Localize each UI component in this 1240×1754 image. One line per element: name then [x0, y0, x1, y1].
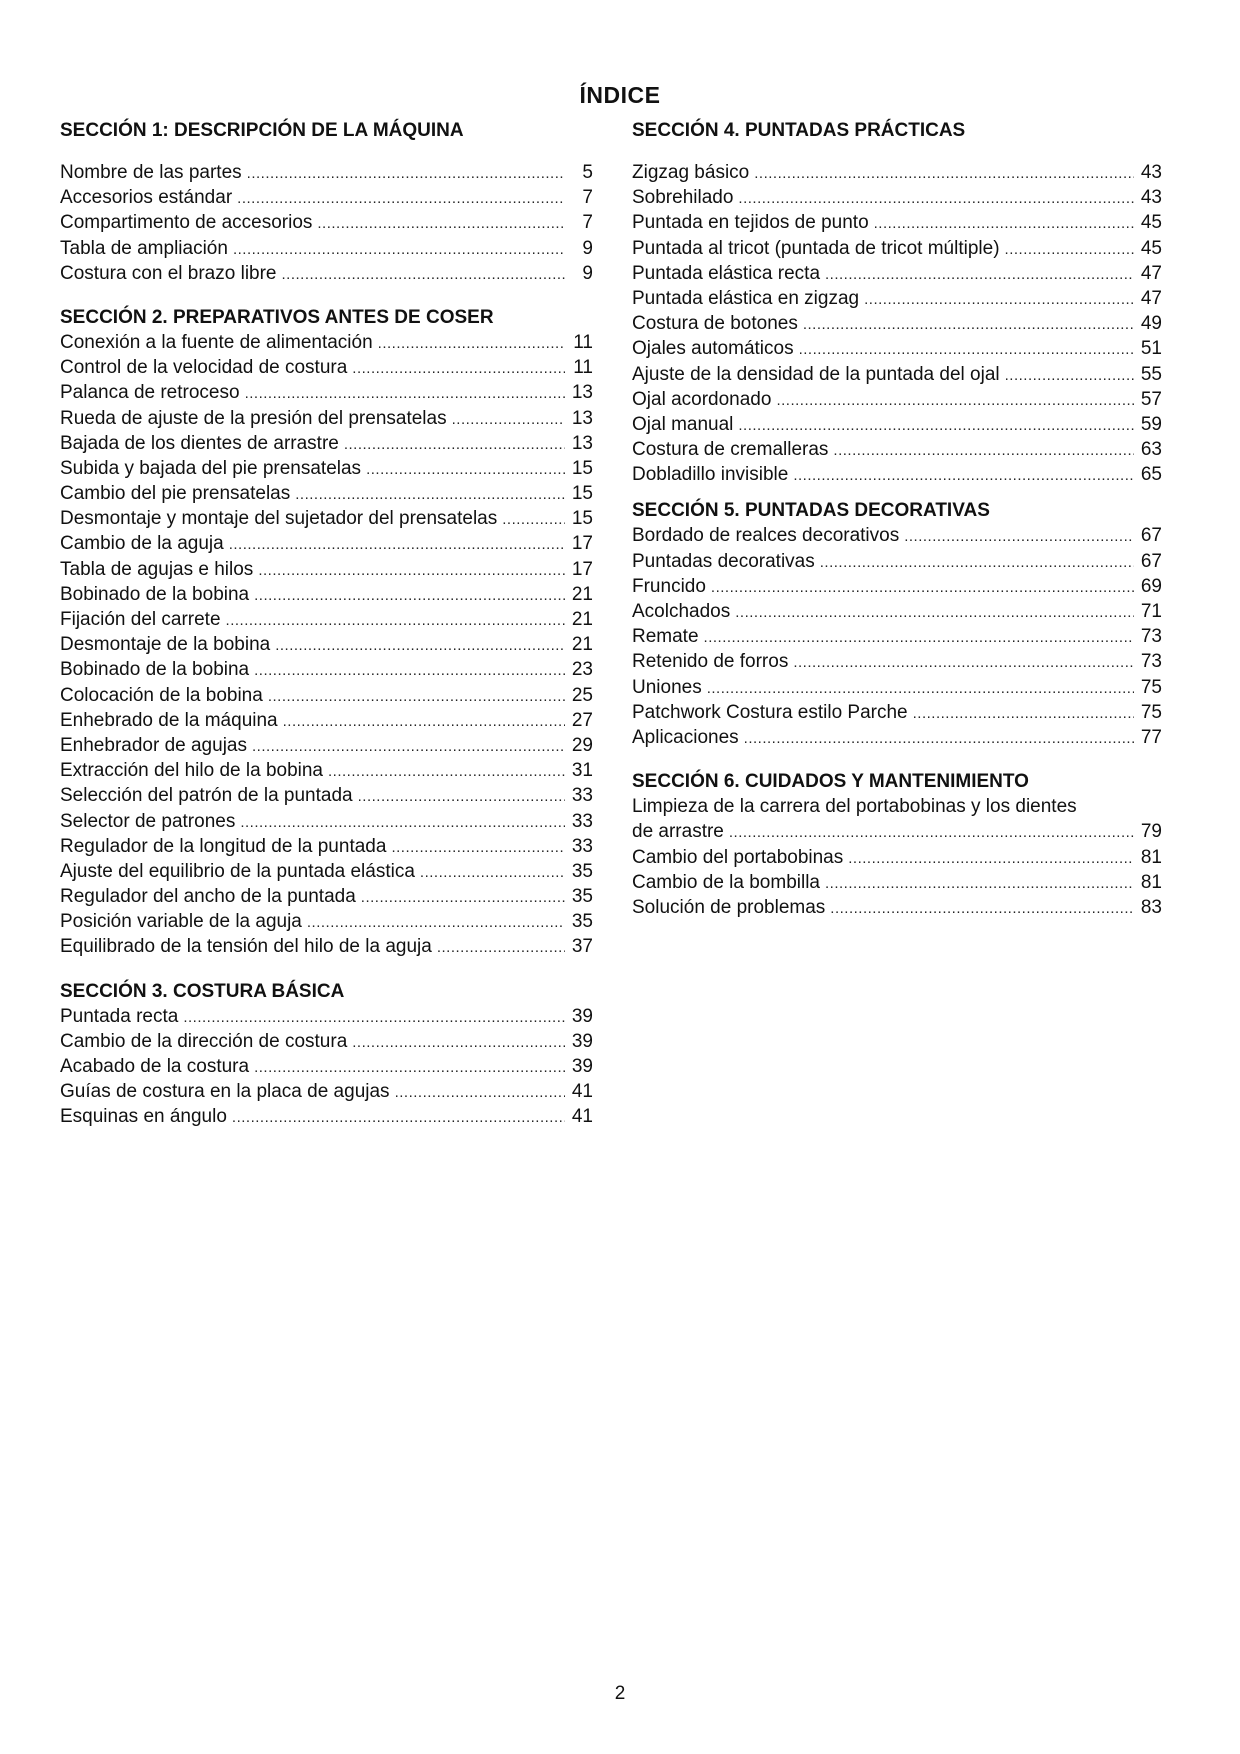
toc-entry	[60, 657, 593, 682]
dot-leader	[793, 463, 1134, 488]
toc-entry-label: Tabla de ampliación	[60, 237, 228, 259]
toc-entry-label: Enhebrador de agujas	[60, 734, 247, 756]
toc-entry	[60, 683, 593, 708]
toc-entry-label: Accesorios estándar	[60, 187, 233, 209]
toc-entry-page: 63	[1140, 439, 1162, 461]
dot-leader	[232, 1105, 565, 1130]
dot-leader	[352, 356, 565, 381]
toc-entry-label: Cambio del pie prensatelas	[60, 483, 291, 505]
section-entries	[632, 160, 1162, 487]
dot-leader	[245, 381, 565, 406]
toc-entry-label: Bobinado de la bobina	[60, 659, 250, 681]
dot-leader	[1005, 363, 1134, 388]
dot-leader	[825, 262, 1134, 287]
toc-entry	[60, 406, 593, 431]
toc-entry-label: Regulador del ancho de la puntada	[60, 886, 356, 908]
toc-entry-label: Equilibrado de la tensión del hilo de la aguja	[60, 936, 432, 958]
dot-leader	[420, 860, 565, 885]
toc-entry	[60, 834, 593, 859]
dot-leader	[793, 650, 1134, 675]
dot-leader	[874, 211, 1134, 236]
toc-entry-label: Bajada de los dientes de arrastre	[60, 432, 339, 454]
dot-leader	[226, 608, 565, 633]
toc-entry	[60, 859, 593, 884]
toc-entry-label: Extracción del hilo de la bobina	[60, 760, 324, 782]
toc-entry	[60, 160, 593, 185]
toc-entry	[632, 845, 1162, 870]
toc-entry-label: Ajuste de la densidad de la puntada del ojal	[632, 363, 1000, 385]
toc-entry	[632, 549, 1162, 574]
toc-entry	[60, 185, 593, 210]
toc-entry-page: 37	[571, 936, 593, 958]
toc-entry	[60, 607, 593, 632]
toc-entry-page: 13	[571, 432, 593, 454]
page-number: 2	[614, 1683, 626, 1704]
toc-entry	[632, 362, 1162, 387]
toc-entry	[60, 1004, 593, 1029]
section-6	[632, 769, 1162, 920]
toc-entry	[60, 1029, 593, 1054]
toc-entry-label: Aplicaciones	[632, 726, 739, 748]
section-entries	[60, 160, 593, 286]
toc-entry	[632, 437, 1162, 462]
toc-entry-label: Remate	[632, 626, 699, 648]
dot-leader	[830, 896, 1134, 921]
dot-leader	[254, 1055, 565, 1080]
toc-entry	[632, 649, 1162, 674]
toc-entry-page: 41	[571, 1106, 593, 1128]
dot-leader	[711, 575, 1134, 600]
toc-entry	[60, 261, 593, 286]
section-entries	[60, 330, 593, 960]
toc-entry	[60, 733, 593, 758]
toc-entry-page: 79	[1140, 821, 1162, 843]
toc-entry-page: 31	[571, 760, 593, 782]
toc-entry-label: Palanca de retroceso	[60, 382, 240, 404]
toc-entry-page: 43	[1140, 187, 1162, 209]
toc-entry-label: Selector de patrones	[60, 810, 236, 832]
page-title: ÍNDICE	[579, 82, 661, 108]
toc-entry-page: 27	[571, 709, 593, 731]
section-entries	[632, 794, 1162, 920]
dot-leader	[317, 211, 565, 236]
section-heading: SECCIÓN 4. PUNTADAS PRÁCTICAS	[632, 120, 966, 141]
toc-entry	[632, 725, 1162, 750]
toc-entry-label: Patchwork Costura estilo Parche	[632, 701, 908, 723]
toc-entry-page: 71	[1140, 601, 1162, 622]
dot-leader	[744, 726, 1134, 751]
toc-entry-page: 81	[1140, 871, 1162, 893]
toc-entry-label: Rueda de ajuste de la presión del prensatelas	[60, 407, 447, 429]
dot-leader	[707, 676, 1134, 701]
toc-entry-page: 35	[571, 911, 593, 933]
dot-leader	[240, 810, 565, 835]
toc-entry-page: 15	[571, 457, 593, 479]
section-heading: SECCIÓN 3. COSTURA BÁSICA	[60, 980, 345, 1002]
toc-entry	[60, 380, 593, 405]
dot-leader	[825, 871, 1134, 896]
section-5	[632, 498, 1162, 750]
toc-entry-page: 47	[1140, 287, 1162, 309]
toc-entry	[632, 286, 1162, 311]
toc-entry-page: 11	[573, 331, 593, 353]
dot-leader	[183, 1005, 565, 1030]
dot-leader	[268, 684, 565, 709]
section-heading: SECCIÓN 5. PUNTADAS DECORATIVAS	[632, 500, 990, 522]
toc-entry-label: Selección del patrón de la puntada	[60, 785, 353, 807]
toc-entry-label: Ojales automáticos	[632, 338, 794, 360]
toc-entry-label: Posición variable de la aguja	[60, 911, 302, 933]
toc-entry	[632, 311, 1162, 336]
toc-entry	[632, 160, 1162, 185]
section-1	[60, 118, 593, 286]
toc-entry-label: Puntada en tejidos de punto	[632, 212, 869, 234]
toc-entry-page: 73	[1140, 651, 1162, 673]
toc-entry	[632, 624, 1162, 649]
toc-entry-continuation	[632, 819, 1162, 844]
toc-entry-page: 65	[1140, 464, 1162, 486]
toc-entry	[632, 599, 1162, 624]
toc-entry	[60, 481, 593, 506]
toc-entry-label: Tabla de agujas e hilos	[60, 558, 254, 580]
toc-entry-page: 15	[571, 483, 593, 505]
toc-entry	[60, 456, 593, 481]
toc-entry-page: 59	[1140, 413, 1162, 435]
toc-entry-page: 45	[1140, 212, 1162, 234]
toc-entry	[60, 909, 593, 934]
dot-leader	[366, 457, 565, 482]
toc-entry-label: Puntada al tricot (puntada de tricot múltiple)	[632, 237, 1000, 259]
toc-entry-label: Bobinado de la bobina	[60, 583, 250, 605]
toc-entry	[632, 574, 1162, 599]
toc-entry	[60, 582, 593, 607]
toc-entry-page: 23	[571, 659, 593, 681]
toc-entry-label: Acolchados	[632, 601, 731, 622]
dot-leader	[247, 161, 565, 186]
toc-entry-label: Guías de costura en la placa de agujas	[60, 1081, 390, 1103]
toc-entry-page: 5	[582, 162, 593, 183]
dot-leader	[352, 1030, 565, 1055]
dot-leader	[254, 658, 565, 683]
dot-leader	[275, 633, 565, 658]
toc-entry-label: Cambio de la bombilla	[632, 871, 820, 893]
toc-entry	[60, 330, 593, 355]
toc-entry-page: 67	[1140, 550, 1162, 572]
toc-entry-page: 45	[1140, 237, 1162, 259]
toc-entry-page: 15	[571, 508, 593, 530]
toc-entry-page: 21	[571, 583, 593, 605]
toc-entry-label: Regulador de la longitud de la puntada	[60, 835, 387, 857]
toc-entry-label: Sobrehilado	[632, 187, 734, 209]
toc-entry-page: 13	[571, 382, 593, 404]
toc-entry	[632, 794, 1162, 844]
section-4	[632, 118, 1162, 487]
toc-entry-label: Esquinas en ángulo	[60, 1106, 227, 1128]
toc-entry	[632, 336, 1162, 361]
toc-entry-label: Conexión a la fuente de alimentación	[60, 331, 373, 353]
toc-entry	[60, 708, 593, 733]
toc-entry	[632, 895, 1162, 920]
toc-entry-label: Control de la velocidad de costura	[60, 357, 348, 379]
toc-entry	[632, 462, 1162, 487]
dot-leader	[820, 550, 1134, 575]
toc-entry-page: 75	[1140, 676, 1162, 698]
toc-entry-page: 67	[1140, 525, 1162, 547]
dot-leader	[502, 507, 565, 532]
toc-entry-label: Subida y bajada del pie prensatelas	[60, 457, 362, 479]
toc-entry-page: 9	[582, 237, 593, 259]
dot-leader	[776, 388, 1134, 413]
dot-leader	[754, 161, 1134, 186]
toc-entry-page: 29	[571, 734, 593, 756]
toc-entry-page: 39	[571, 1005, 593, 1027]
toc-entry-label: Desmontaje y montaje del sujetador del prensatelas	[60, 508, 498, 530]
dot-leader	[254, 583, 565, 608]
dot-leader	[361, 885, 565, 910]
toc-entry-label: Puntadas decorativas	[632, 550, 815, 572]
section-heading: SECCIÓN 1: DESCRIPCIÓN DE LA MÁQUINA	[60, 120, 464, 141]
section-2	[60, 305, 593, 960]
toc-entry-page: 17	[571, 558, 593, 580]
section-heading: SECCIÓN 2. PREPARATIVOS ANTES DE COSER	[60, 306, 494, 328]
toc-entry-label: Bordado de realces decorativos	[632, 525, 900, 547]
toc-entry-page: 25	[571, 684, 593, 706]
dot-leader	[704, 625, 1134, 650]
toc-entry	[60, 1104, 593, 1129]
dot-leader	[391, 835, 565, 860]
toc-entry-page: 83	[1140, 896, 1162, 918]
dot-leader	[252, 734, 565, 759]
section-entries	[60, 1004, 593, 1130]
toc-entry-page: 51	[1140, 338, 1162, 360]
toc-entry	[632, 700, 1162, 725]
toc-entry-page: 43	[1140, 162, 1162, 183]
toc-entry-page: 33	[571, 835, 593, 857]
dot-leader	[913, 701, 1134, 726]
toc-entry-label: Puntada elástica en zigzag	[632, 287, 860, 309]
toc-entry-label: Puntada recta	[60, 1005, 179, 1027]
toc-entry	[60, 236, 593, 261]
dot-leader	[864, 287, 1134, 312]
toc-entry-page: 11	[573, 357, 593, 379]
toc-entry	[632, 870, 1162, 895]
toc-entry-page: 49	[1140, 313, 1162, 335]
toc-entry-label: Cambio del portabobinas	[632, 846, 844, 868]
dot-leader	[735, 600, 1134, 625]
toc-entry-label: Puntada elástica recta	[632, 262, 821, 284]
toc-entry-page: 81	[1140, 846, 1162, 868]
toc-entry-page: 55	[1140, 363, 1162, 385]
toc-entry	[60, 809, 593, 834]
toc-entry-label: de arrastre	[632, 821, 724, 843]
toc-entry-page: 39	[571, 1056, 593, 1077]
toc-entry-label: Enhebrado de la máquina	[60, 709, 278, 731]
toc-entry-label: Desmontaje de la bobina	[60, 634, 271, 656]
toc-entry-page: 21	[571, 609, 593, 630]
dot-leader	[803, 312, 1134, 337]
dot-leader	[295, 482, 565, 507]
dot-leader	[358, 784, 565, 809]
toc-entry	[632, 387, 1162, 412]
toc-entry-label: Cambio de la aguja	[60, 533, 224, 555]
toc-entry	[60, 355, 593, 380]
dot-leader	[904, 524, 1134, 549]
toc-entry-label: Zigzag básico	[632, 162, 750, 183]
dot-leader	[233, 237, 565, 262]
dot-leader	[328, 759, 565, 784]
toc-entry-page: 21	[571, 634, 593, 656]
toc-entry	[632, 675, 1162, 700]
dot-leader	[437, 935, 565, 960]
toc-entry	[60, 1079, 593, 1104]
toc-entry-label: Ajuste del equilibrio de la puntada elástica	[60, 860, 415, 882]
toc-entry-page: 7	[582, 212, 593, 234]
toc-entry	[60, 783, 593, 808]
dot-leader	[307, 910, 565, 935]
toc-entry-page: 69	[1140, 575, 1162, 597]
toc-entry-label: Costura de cremalleras	[632, 439, 829, 461]
dot-leader	[833, 438, 1134, 463]
dot-leader	[229, 532, 565, 557]
toc-entry	[632, 523, 1162, 548]
toc-entry-label: Cambio de la dirección de costura	[60, 1030, 348, 1052]
dot-leader	[378, 331, 565, 356]
toc-entry-label: Uniones	[632, 676, 702, 698]
toc-entry	[60, 557, 593, 582]
toc-entry-label: Fruncido	[632, 575, 706, 597]
toc-entry-page: 33	[571, 785, 593, 807]
toc-entry	[60, 431, 593, 456]
dot-leader	[738, 186, 1134, 211]
dot-leader	[258, 558, 565, 583]
toc-entry-label: Ojal manual	[632, 413, 734, 435]
dot-leader	[452, 407, 565, 432]
dot-leader	[283, 709, 565, 734]
dot-leader	[395, 1080, 565, 1105]
toc-entry-page: 9	[582, 262, 593, 284]
toc-entry-label: Retenido de forros	[632, 651, 789, 673]
toc-entry-label: Costura con el brazo libre	[60, 262, 277, 284]
toc-entry	[60, 506, 593, 531]
toc-entry-label: Fijación del carrete	[60, 609, 221, 630]
toc-entry	[632, 412, 1162, 437]
toc-entry	[60, 632, 593, 657]
toc-entry-page: 7	[582, 187, 593, 209]
toc-entry-page: 35	[571, 860, 593, 882]
toc-entry-page: 77	[1140, 726, 1162, 748]
toc-entry-page: 73	[1140, 626, 1162, 648]
toc-entry-page: 13	[571, 407, 593, 429]
dot-leader	[799, 337, 1134, 362]
dot-leader	[1005, 237, 1134, 262]
section-entries	[632, 523, 1162, 750]
toc-entry-page: 47	[1140, 262, 1162, 284]
toc-entry	[60, 884, 593, 909]
section-heading: SECCIÓN 6. CUIDADOS Y MANTENIMIENTO	[632, 771, 1029, 793]
toc-entry-page: 39	[571, 1030, 593, 1052]
toc-entry-label: Ojal acordonado	[632, 388, 772, 410]
dot-leader	[237, 186, 565, 211]
toc-entry-page: 75	[1140, 701, 1162, 723]
toc-entry	[60, 210, 593, 235]
toc-entry	[60, 934, 593, 959]
dot-leader	[848, 846, 1134, 871]
toc-entry	[632, 210, 1162, 235]
section-3	[60, 979, 593, 1130]
toc-entry-label: Nombre de las partes	[60, 162, 242, 183]
toc-entry-label: Acabado de la costura	[60, 1056, 250, 1077]
toc-entry-label: Costura de botones	[632, 313, 798, 335]
toc-entry-label: Colocación de la bobina	[60, 684, 263, 706]
toc-entry-page: 35	[571, 886, 593, 908]
toc-entry	[60, 531, 593, 556]
toc-entry-label: Compartimento de accesorios	[60, 212, 313, 234]
toc-entry	[60, 758, 593, 783]
toc-entry-label: Limpieza de la carrera del portabobinas y los dientes	[632, 796, 1077, 818]
toc-entry-label: Dobladillo invisible	[632, 464, 789, 486]
toc-entry-page: 17	[571, 533, 593, 555]
dot-leader	[729, 820, 1134, 845]
toc-left-column	[60, 118, 593, 1130]
toc-entry	[60, 1054, 593, 1079]
toc-entry	[632, 185, 1162, 210]
toc-entry-page: 33	[571, 810, 593, 832]
dot-leader	[738, 413, 1134, 438]
toc-entry	[632, 236, 1162, 261]
toc-entry-label: Solución de problemas	[632, 896, 826, 918]
dot-leader	[282, 262, 566, 287]
toc-entry-page: 57	[1140, 388, 1162, 410]
dot-leader	[344, 432, 565, 457]
toc-right-column	[632, 118, 1162, 920]
toc-entry	[632, 261, 1162, 286]
toc-entry-page: 41	[571, 1081, 593, 1103]
